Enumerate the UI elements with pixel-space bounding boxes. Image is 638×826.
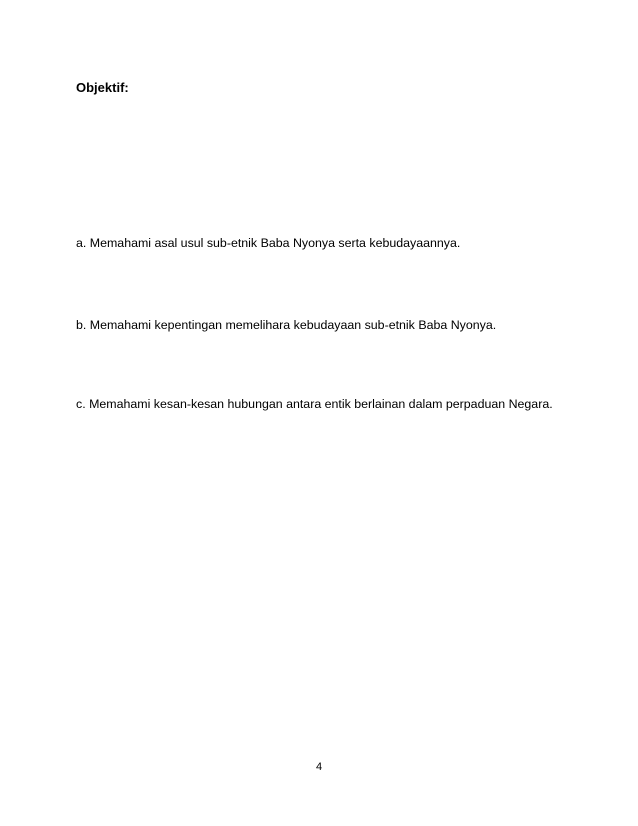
- objective-item-c: c. Memahami kesan-kesan hubungan antara entik berlainan dalam perpaduan Negara.: [76, 397, 553, 411]
- section-heading: Objektif:: [76, 80, 129, 95]
- objective-item-a: a. Memahami asal usul sub-etnik Baba Nyonya serta kebudayaannya.: [76, 236, 461, 250]
- objective-item-b: b. Memahami kepentingan memelihara kebudayaan sub-etnik Baba Nyonya.: [76, 318, 497, 332]
- page-number: 4: [315, 761, 323, 773]
